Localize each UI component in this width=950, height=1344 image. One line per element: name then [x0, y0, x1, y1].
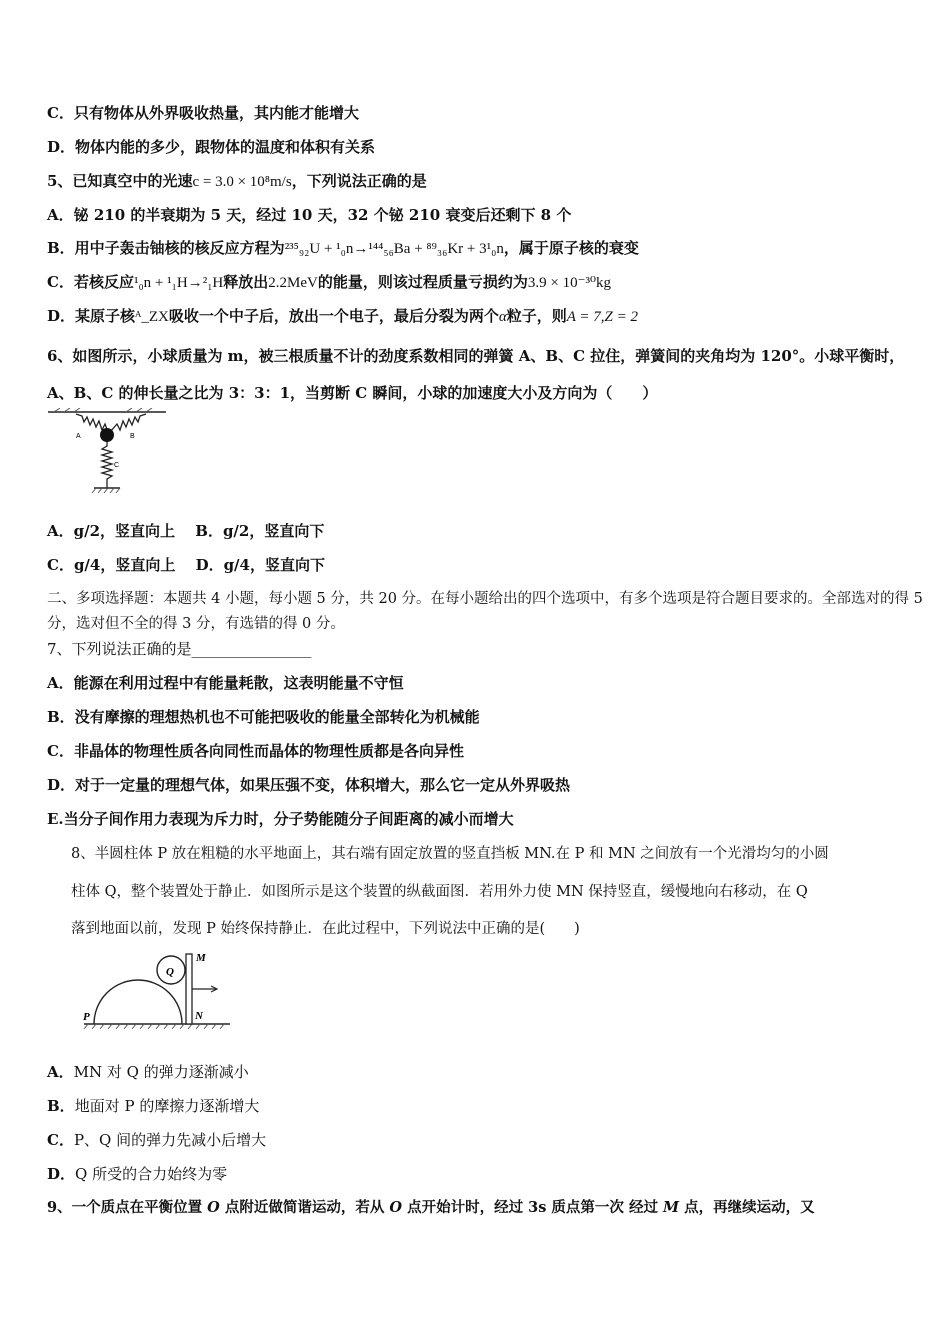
board-mn: [186, 954, 192, 1024]
spring-c: [102, 442, 112, 488]
q8-stem-line3: 落到地面以前，发现 P 始终保持静止．在此过程中，下列说法中正确的是( ): [71, 921, 580, 937]
q8-option-b: B．地面对 P 的摩擦力逐渐增大: [47, 1097, 260, 1115]
ball: [100, 428, 114, 442]
fig-label-p: P: [83, 1011, 90, 1023]
section2-title: 二、多项选择题：本题共 4 小题，每小题 5 分，共 20 分。在每小题给出的四个选项中，有多个选项是符合题目要求的。全部选对的得 5 分，选对但不全的得 3 分，有选错的得 0 分。: [47, 591, 923, 632]
q7-stem: 7、下列说法正确的是________________: [47, 640, 312, 658]
fig-label-a: A: [76, 433, 81, 440]
q7-option-e: E.当分子间作用力表现为斥力时，分子势能随分子间距离的减小而增大: [47, 810, 514, 828]
half-cylinder-figure: [80, 948, 232, 1030]
q7-option-c: C．非晶体的物理性质各向同性而晶体的物理性质都是各向异性: [47, 742, 464, 760]
q8-stem-line2: 柱体 Q，整个装置处于静止．如图所示是这个装置的纵截面图．若用外力使 MN 保持竖直，缓慢地向右移动，在 Q: [71, 884, 808, 900]
q7-option-b: B．没有摩擦的理想热机也不可能把吸收的能量全部转化为机械能: [47, 708, 480, 726]
q6-stem: 6、如图所示，小球质量为 m，被三根质量不计的劲度系数相同的弹簧 A、B、C 拉住，弹簧间的夹角均为 120°。小球平衡时，A、B、C 的伸长量之比为 3：3：1，当剪断 C 瞬间，小球的加速度大小及方向为（ ）: [47, 347, 905, 402]
fig-label-b: B: [130, 433, 135, 440]
q8-option-d: D．Q 所受的合力始终为零: [47, 1165, 228, 1183]
q5-light-speed-formula: c = 3.0 × 10⁸m/s: [192, 174, 292, 190]
q6-options-ab: A．g/2，竖直向上 B．g/2，竖直向下: [47, 522, 325, 540]
q5-fusion-equation: ¹₀n + ¹₁H→²₁H: [133, 275, 224, 291]
q4-option-c: C．只有物体从外界吸收热量，其内能才能增大: [47, 104, 359, 122]
q8-option-c: C．P、Q 间的弹力先减小后增大: [47, 1131, 267, 1149]
half-cylinder-p: [94, 980, 182, 1024]
spring-b: [110, 414, 146, 432]
q5-nucleus-symbol: ᴬ_ZX: [135, 309, 169, 325]
fig-label-m: M: [196, 952, 206, 964]
q6-options-cd: C．g/4，竖直向上 D．g/4，竖直向下: [47, 556, 325, 574]
q5-option-b: B．用中子轰击铀核的核反应方程为²³⁵₉₂U + ¹₀n→¹⁴⁴₅₆Ba + ⁸⁹₃₆Kr + 3¹₀n，属于原子核的衰变: [47, 239, 639, 257]
q5-option-d: D．某原子核ᴬ_ZX吸收一个中子后，放出一个电子，最后分裂为两个α粒子，则A = 7,Z = 2: [47, 307, 638, 325]
q8-stem-line1: 8、半圆柱体 P 放在粗糙的水平地面上，其右端有固定放置的竖直挡板 MN.在 P 和 MN 之间放有一个光滑均匀的小圆: [71, 846, 829, 862]
q7-option-a: A．能源在利用过程中有能量耗散，这表明能量不守恒: [47, 674, 404, 692]
spring-ball-figure: [46, 408, 171, 496]
fig-label-c: C: [114, 462, 120, 469]
fig-label-q: Q: [166, 966, 174, 978]
q5-option-c: C．若核反应¹₀n + ¹₁H→²₁H释放出2.2MeV的能量，则该过程质量亏损约为3.9 × 10⁻³⁰kg: [47, 273, 612, 291]
q8-option-a: A．MN 对 Q 的弹力逐渐减小: [47, 1063, 249, 1081]
q9-stem: 9、一个质点在平衡位置 O 点附近做简谐运动，若从 O 点开始计时，经过 3s 质点第一次 经过 M 点，再继续运动，又: [47, 1199, 815, 1216]
q7-option-d: D．对于一定量的理想气体，如果压强不变，体积增大，那么它一定从外界吸热: [47, 776, 571, 794]
q4-option-d: D．物体内能的多少，跟物体的温度和体积有关系: [47, 138, 376, 156]
q5-stem: 5、已知真空中的光速c = 3.0 × 10⁸m/s，下列说法正确的是: [47, 172, 427, 190]
answer-blank: ________________: [191, 640, 312, 658]
q5-option-a: A．铋 210 的半衰期为 5 天，经过 10 天，32 个铋 210 衰变后还剩下 8 个: [47, 206, 572, 224]
fig-label-n: N: [195, 1010, 203, 1022]
q5-fission-equation: ²³⁵₉₂U + ¹₀n→¹⁴⁴₅₆Ba + ⁸⁹₃₆Kr + 3¹₀n: [284, 241, 504, 257]
